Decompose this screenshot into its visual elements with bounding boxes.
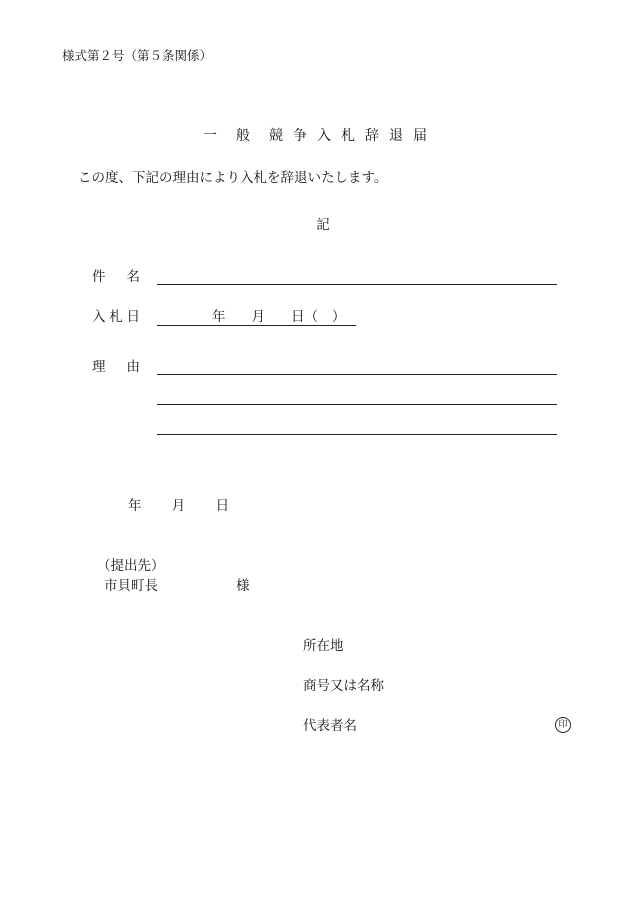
title-char: 退 [389, 128, 403, 144]
submission-date-year: 年 [128, 498, 142, 514]
reason-line[interactable] [157, 404, 557, 405]
title-char: 札 [341, 128, 355, 144]
title-char: 争 [293, 128, 307, 144]
honorific: 様 [236, 578, 250, 594]
reason-line[interactable] [157, 374, 557, 375]
address-label: 所在地 [303, 638, 344, 654]
intro-text: この度、下記の理由により入札を辞退いたします。 [78, 170, 388, 186]
bid-date-line [157, 325, 356, 326]
submission-date-day: 日 [215, 498, 230, 514]
bid-date-year: 年 [212, 309, 226, 325]
ki-heading: 記 [316, 217, 330, 233]
bid-date-label [92, 311, 140, 325]
form-number: 様式第２号（第５条関係） [62, 48, 213, 63]
bid-date-day: 日（ [291, 309, 318, 325]
bid-date-month: 月 [251, 309, 265, 325]
recipient-name: 市貝町長 [104, 578, 158, 594]
bid-date-label-char: 入 [92, 309, 106, 325]
title-char: 競 [269, 128, 283, 144]
seal-mark: 印 [555, 717, 571, 733]
subject-line[interactable] [157, 284, 557, 285]
bid-date-field[interactable] [158, 311, 356, 325]
bid-date-label-char: 日 [126, 309, 140, 325]
title-char: 一 [203, 128, 217, 144]
reason-line[interactable] [157, 434, 557, 435]
submission-date [128, 500, 229, 514]
reason-label [92, 361, 140, 375]
subject-label-char: 名 [126, 269, 140, 285]
bid-date-label-char: 札 [109, 309, 123, 325]
title-char: 般 [236, 128, 250, 144]
trade-name-label: 商号又は名称 [303, 678, 384, 694]
reason-label-char: 理 [92, 359, 106, 375]
reason-label-char: 由 [126, 359, 140, 375]
submit-to-label: （提出先） [97, 558, 165, 574]
subject-label [92, 271, 140, 285]
title-char: 辞 [365, 128, 379, 144]
representative-label: 代表者名 [303, 718, 357, 734]
title-char: 届 [413, 128, 427, 144]
bid-date-weekday-close: ） [332, 309, 346, 325]
subject-label-char: 件 [92, 269, 106, 285]
submission-date-month: 月 [171, 498, 186, 514]
document-title [0, 129, 630, 143]
title-char: 入 [317, 128, 331, 144]
